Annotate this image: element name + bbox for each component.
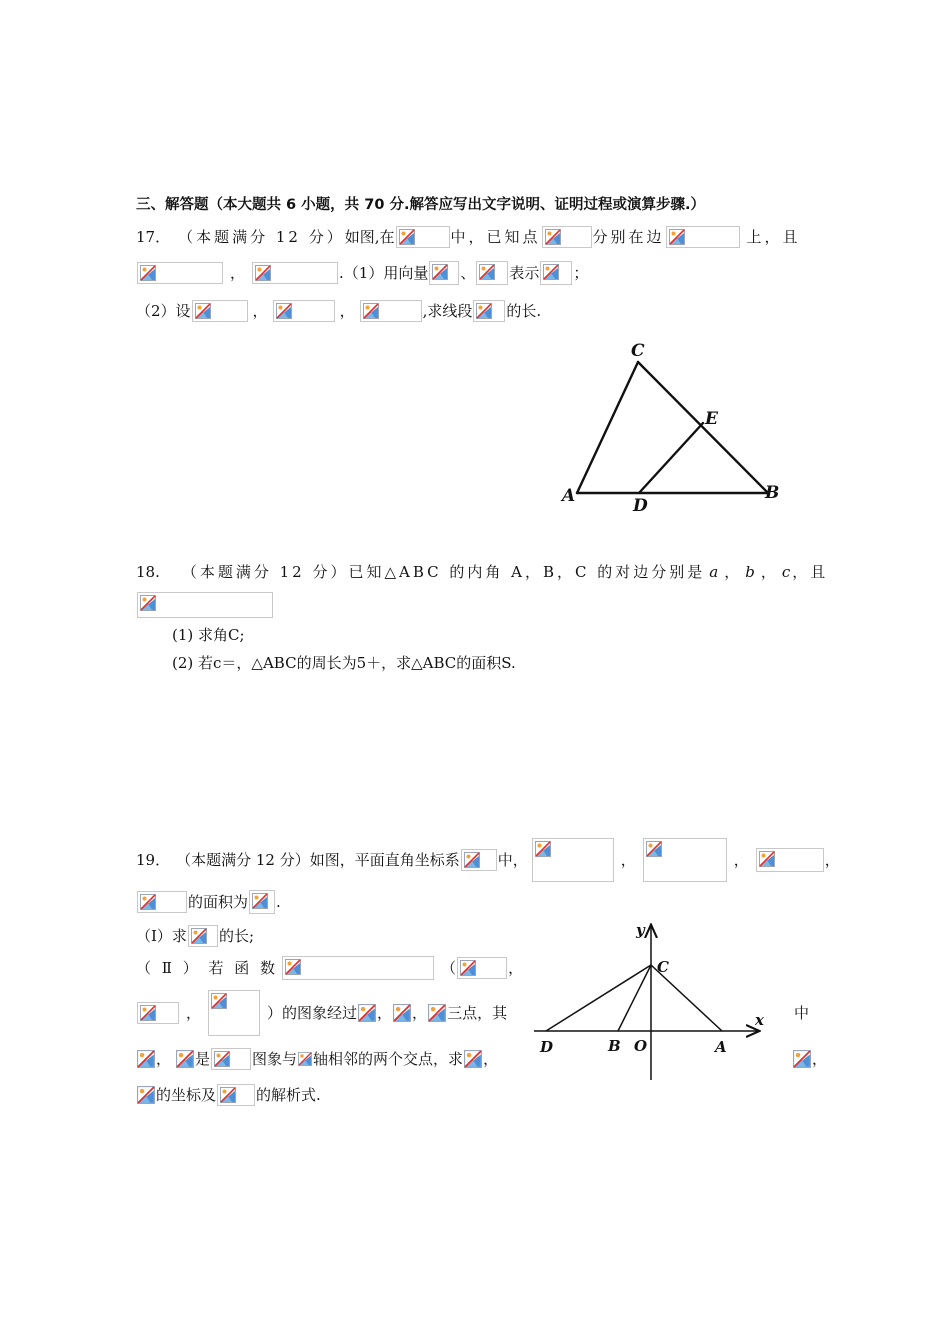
text: （Ⅰ）求 bbox=[136, 927, 187, 945]
formula-image bbox=[429, 261, 459, 285]
text: ， bbox=[230, 264, 246, 282]
text: 中 bbox=[794, 1004, 810, 1022]
broken-image-icon bbox=[191, 928, 207, 944]
broken-image-icon bbox=[252, 893, 268, 909]
formula-image bbox=[208, 990, 260, 1036]
text: （ Ⅱ ） 若 函 数 bbox=[136, 959, 279, 977]
formula-image bbox=[457, 957, 507, 979]
text: 表示 bbox=[509, 264, 540, 282]
text: ； bbox=[573, 264, 589, 282]
var-a: a bbox=[709, 563, 719, 581]
broken-image-icon bbox=[535, 841, 551, 857]
q19-part-1 bbox=[136, 921, 254, 951]
broken-image-icon bbox=[137, 1086, 155, 1104]
broken-image-icon bbox=[140, 894, 156, 910]
broken-image-icon bbox=[428, 1004, 446, 1022]
formula-image bbox=[137, 262, 223, 284]
label-d: D bbox=[540, 1038, 554, 1056]
broken-image-icon bbox=[399, 229, 415, 245]
text: （本题满分 12 分）已知△ABC 的内角 A，B，C 的对边分别是 bbox=[181, 563, 706, 581]
text: 的面积为 bbox=[188, 893, 249, 911]
text: 分别在边 bbox=[592, 228, 665, 246]
text: （2）设 bbox=[136, 302, 191, 320]
text: ， bbox=[156, 1050, 172, 1068]
question-number: 17． bbox=[136, 228, 171, 246]
text: ， bbox=[412, 1004, 428, 1022]
broken-image-icon bbox=[793, 1050, 811, 1068]
label-e: E bbox=[705, 409, 718, 429]
formula-image bbox=[473, 300, 505, 322]
text: 三点，其 bbox=[447, 1004, 508, 1022]
formula-image bbox=[532, 838, 614, 882]
broken-image-icon bbox=[176, 1050, 194, 1068]
question-number: 18. bbox=[136, 563, 160, 581]
broken-image-icon bbox=[211, 993, 227, 1009]
label-a: A bbox=[562, 486, 576, 506]
text: ,求线段 bbox=[422, 302, 473, 320]
formula-image bbox=[249, 890, 275, 914]
broken-image-icon bbox=[363, 303, 379, 319]
text: ， bbox=[724, 563, 740, 581]
text: 的解析式. bbox=[256, 1086, 321, 1104]
text: (1) 求角C; bbox=[172, 626, 245, 644]
label-d: D bbox=[633, 496, 648, 516]
broken-image-icon bbox=[479, 264, 495, 280]
text: ， bbox=[508, 959, 524, 977]
text: ，且 bbox=[792, 563, 829, 581]
text: 中，已知点 bbox=[450, 228, 541, 246]
broken-image-icon bbox=[137, 1050, 155, 1068]
text: ， bbox=[186, 1004, 202, 1022]
var-b: b bbox=[745, 563, 755, 581]
broken-image-icon bbox=[476, 303, 492, 319]
text: ， bbox=[760, 563, 776, 581]
broken-image-icon bbox=[285, 959, 301, 975]
q18-part-1 bbox=[172, 620, 245, 650]
formula-image bbox=[252, 262, 338, 284]
broken-image-icon bbox=[214, 1051, 230, 1067]
text: （ bbox=[441, 959, 457, 977]
formula-image bbox=[396, 226, 450, 248]
label-a: A bbox=[715, 1038, 727, 1056]
label-x: x bbox=[755, 1011, 764, 1029]
formula-image bbox=[192, 300, 248, 322]
q17-line-3 bbox=[136, 296, 541, 326]
broken-image-icon bbox=[140, 595, 156, 611]
formula-image bbox=[137, 1002, 179, 1024]
q17-line-2 bbox=[136, 258, 588, 288]
text: 的坐标及 bbox=[156, 1086, 217, 1104]
label-c: C bbox=[631, 341, 645, 361]
broken-image-icon bbox=[669, 229, 685, 245]
text: 如图,在 bbox=[344, 228, 395, 246]
formula-image bbox=[666, 226, 740, 248]
text: 图象与 bbox=[252, 1050, 298, 1068]
label-b: B bbox=[765, 483, 780, 503]
broken-image-icon bbox=[460, 960, 476, 976]
formula-image bbox=[643, 838, 727, 882]
label-o: O bbox=[634, 1037, 648, 1055]
formula-image bbox=[756, 848, 824, 872]
text: ， bbox=[483, 1050, 499, 1068]
broken-image-icon bbox=[543, 264, 559, 280]
q19-part-2-line-2-end bbox=[794, 998, 809, 1028]
coordinate-figure bbox=[526, 918, 776, 1083]
label-c: C bbox=[657, 958, 669, 976]
text: (2) 若c＝，△ABC的周长为5＋，求△ABC的面积S. bbox=[172, 654, 516, 672]
broken-image-icon bbox=[140, 1005, 156, 1021]
q19-part-2-line-3 bbox=[136, 1044, 498, 1074]
text: 中， bbox=[497, 851, 528, 869]
text: . bbox=[276, 893, 281, 911]
q19-line-1 bbox=[136, 840, 840, 880]
broken-image-icon bbox=[358, 1004, 376, 1022]
var-c: c bbox=[781, 563, 791, 581]
formula-image bbox=[461, 849, 497, 871]
text: ， bbox=[339, 302, 355, 320]
text: ， bbox=[733, 851, 749, 869]
section-heading bbox=[136, 190, 705, 220]
text: ， bbox=[252, 302, 268, 320]
broken-image-icon bbox=[646, 841, 662, 857]
broken-image-icon bbox=[393, 1004, 411, 1022]
triangle-figure bbox=[550, 335, 800, 520]
q18-line-1 bbox=[136, 557, 828, 587]
formula-image bbox=[360, 300, 422, 322]
text: 的长; bbox=[218, 927, 254, 945]
formula-image bbox=[217, 1084, 255, 1106]
text: ）的图象经过 bbox=[267, 1004, 358, 1022]
broken-image-icon bbox=[276, 303, 292, 319]
broken-image-icon bbox=[195, 303, 211, 319]
q19-part-2-line-3-end bbox=[792, 1044, 827, 1074]
q19-part-2-line-2 bbox=[136, 988, 507, 1038]
text: （本题满分 12 分）如图，平面直角坐标系 bbox=[176, 851, 460, 869]
broken-image-icon bbox=[759, 851, 775, 867]
label-b: B bbox=[608, 1037, 621, 1055]
formula-image bbox=[137, 891, 187, 913]
text: 上，且 bbox=[746, 228, 801, 246]
q19-part-2-line-1 bbox=[136, 953, 523, 983]
formula-image bbox=[282, 956, 434, 980]
formula-image bbox=[476, 261, 508, 285]
label-y: y bbox=[636, 921, 645, 939]
q19-line-2 bbox=[136, 887, 281, 917]
text: ， bbox=[620, 851, 636, 869]
broken-image-icon bbox=[464, 852, 480, 868]
text: 的长. bbox=[506, 302, 542, 320]
broken-image-icon bbox=[255, 265, 271, 281]
question-number: 19． bbox=[136, 851, 171, 869]
text: ， bbox=[824, 851, 840, 869]
q17-line-1 bbox=[136, 222, 801, 252]
formula-image bbox=[542, 226, 592, 248]
text: ， bbox=[377, 1004, 393, 1022]
formula-image bbox=[540, 261, 572, 285]
broken-image-icon bbox=[464, 1050, 482, 1068]
broken-image-icon bbox=[545, 229, 561, 245]
broken-image-icon bbox=[140, 265, 156, 281]
formula-image bbox=[188, 925, 218, 947]
formula-image bbox=[273, 300, 335, 322]
q18-line-2 bbox=[136, 590, 274, 620]
text: 、 bbox=[460, 264, 476, 282]
formula-image bbox=[137, 592, 273, 618]
broken-image-icon bbox=[220, 1087, 236, 1103]
q18-part-2 bbox=[172, 648, 516, 678]
text: .（1）用向量 bbox=[339, 264, 429, 282]
question-score: （本题满分 12 分） bbox=[178, 228, 345, 246]
broken-image-icon bbox=[298, 1052, 312, 1066]
text: ， bbox=[812, 1050, 828, 1068]
broken-image-icon bbox=[432, 264, 448, 280]
text: 是 bbox=[195, 1050, 211, 1068]
formula-image bbox=[211, 1048, 251, 1070]
q19-part-2-line-4 bbox=[136, 1080, 321, 1110]
section-heading-text: 三、解答题（本大题共 6 小题，共 70 分.解答应写出文字说明、证明过程或演算步骤.） bbox=[136, 197, 705, 213]
text: 轴相邻的两个交点，求 bbox=[313, 1050, 464, 1068]
